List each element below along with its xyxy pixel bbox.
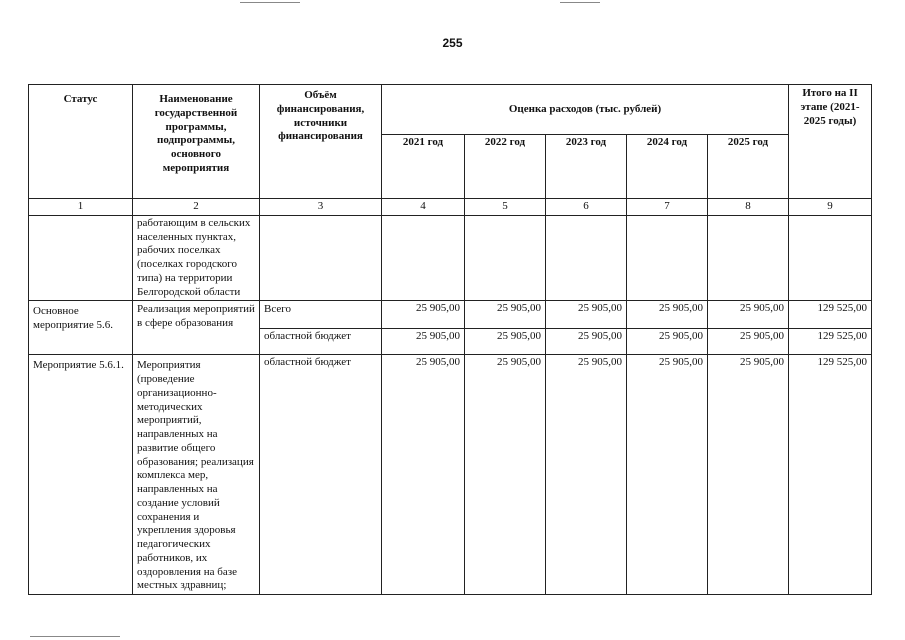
value-cell: 25 905,00 (546, 355, 627, 595)
cell-empty (465, 215, 546, 301)
total-cell: 129 525,00 (789, 329, 872, 355)
value-cell: 25 905,00 (382, 355, 465, 595)
value-cell: 25 905,00 (627, 301, 708, 329)
main-activity-status: Основное мероприятие 5.6. (29, 301, 133, 355)
column-number: 5 (465, 199, 546, 216)
cell-empty (260, 215, 382, 301)
funding-source: Всего (260, 301, 382, 329)
cell-empty (627, 215, 708, 301)
column-number: 2 (133, 199, 260, 216)
value-cell: 25 905,00 (546, 301, 627, 329)
column-number: 6 (546, 199, 627, 216)
activity-name: Мероприятия (проведение организационно-методических мероприятий, направленных на развитие общего образования; реализация комплекса мер, направленных на создание условий сохранения и укрепления здоровья педагогических работников, их оздоровления на базе местных здравниц; (133, 355, 260, 595)
header-year: 2023 год (546, 135, 627, 199)
funding-source: областной бюджет (260, 355, 382, 595)
main-activity-row-total (29, 301, 872, 329)
value-cell: 25 905,00 (382, 329, 465, 355)
header-year: 2025 год (708, 135, 789, 199)
value-cell: 25 905,00 (708, 301, 789, 329)
header-year: 2021 год (382, 135, 465, 199)
budget-table (28, 84, 872, 595)
column-number: 9 (789, 199, 872, 216)
header-year: 2024 год (627, 135, 708, 199)
column-number-row (29, 199, 872, 216)
cell-empty (546, 215, 627, 301)
main-activity-name: Реализация мероприятий в сфере образования (133, 301, 260, 355)
header-funding: Объём финансирования, источники финансирования (260, 85, 382, 199)
total-cell: 129 525,00 (789, 355, 872, 595)
header-year: 2022 год (465, 135, 546, 199)
header-name: Наименование государственной программы, подпрограммы, основного мероприятия (133, 85, 260, 199)
continuation-row (29, 215, 872, 301)
value-cell: 25 905,00 (465, 329, 546, 355)
value-cell: 25 905,00 (546, 329, 627, 355)
value-cell: 25 905,00 (465, 301, 546, 329)
column-number: 4 (382, 199, 465, 216)
value-cell: 25 905,00 (465, 355, 546, 595)
column-number: 1 (29, 199, 133, 216)
header-row (29, 85, 872, 135)
value-cell: 25 905,00 (708, 329, 789, 355)
continuation-name: работающим в сельских населенных пунктах, рабочих поселках (поселках городского типа) на территории Белгородской области (133, 215, 260, 301)
header-estimate: Оценка расходов (тыс. рублей) (382, 85, 789, 135)
scan-artifact-bottom (30, 636, 120, 637)
value-cell: 25 905,00 (627, 355, 708, 595)
activity-status: Мероприятие 5.6.1. (29, 355, 133, 595)
column-number: 7 (627, 199, 708, 216)
activity-row (29, 355, 872, 595)
scan-artifact-top (240, 2, 300, 3)
header-total: Итого на II этапе (2021-2025 годы) (789, 85, 872, 199)
value-cell: 25 905,00 (627, 329, 708, 355)
cell-empty (29, 215, 133, 301)
column-number: 8 (708, 199, 789, 216)
value-cell: 25 905,00 (708, 355, 789, 595)
scan-artifact-top (560, 2, 600, 3)
cell-empty (789, 215, 872, 301)
cell-empty (382, 215, 465, 301)
total-cell: 129 525,00 (789, 301, 872, 329)
funding-source: областной бюджет (260, 329, 382, 355)
page-number: 255 (442, 36, 463, 50)
value-cell: 25 905,00 (382, 301, 465, 329)
header-status: Статус (29, 85, 133, 199)
column-number: 3 (260, 199, 382, 216)
cell-empty (708, 215, 789, 301)
